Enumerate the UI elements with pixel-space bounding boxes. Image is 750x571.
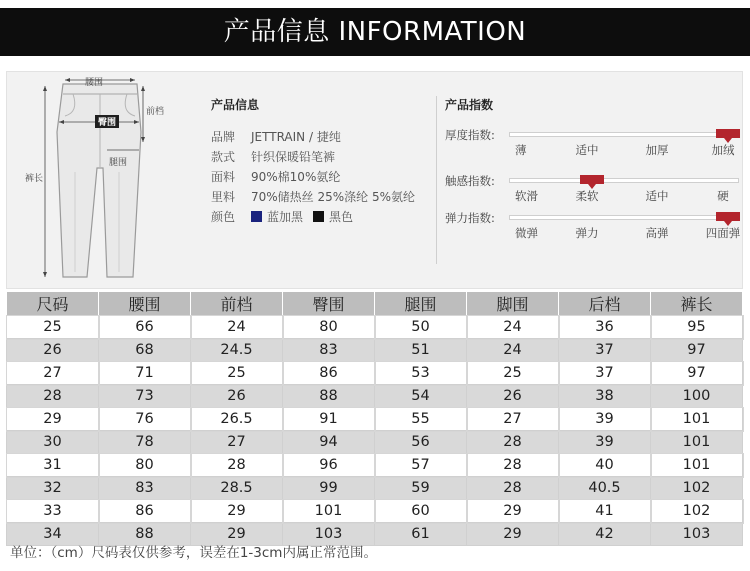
table-header-cell: 尺码 — [7, 292, 99, 316]
index-label: 触感指数: — [445, 174, 495, 188]
table-header-row — [7, 292, 743, 316]
table-row — [7, 500, 743, 523]
table-cell: 100 — [651, 385, 743, 408]
table-cell: 101 — [283, 500, 375, 523]
table-cell: 26 — [467, 385, 559, 408]
table-cell: 71 — [99, 362, 191, 385]
table-header-cell: 腿围 — [375, 292, 467, 316]
table-cell: 25 — [191, 362, 283, 385]
table-cell: 53 — [375, 362, 467, 385]
index-option: 加绒 — [711, 143, 735, 157]
table-cell: 61 — [375, 523, 467, 546]
table-cell: 103 — [651, 523, 743, 546]
table-cell: 29 — [191, 523, 283, 546]
index-option: 弹力 — [575, 226, 599, 240]
table-cell: 59 — [375, 477, 467, 500]
index-label: 弹力指数: — [445, 211, 495, 225]
index-track — [509, 132, 739, 137]
table-cell: 101 — [651, 454, 743, 477]
banner-title: 产品信息 INFORMATION — [0, 8, 750, 56]
index-label: 厚度指数: — [445, 128, 495, 142]
table-cell: 28 — [7, 385, 99, 408]
table-cell: 37 — [559, 362, 651, 385]
index-option: 微弹 — [515, 226, 538, 240]
table-cell: 29 — [191, 500, 283, 523]
table-cell: 97 — [651, 362, 743, 385]
table-cell: 26 — [7, 339, 99, 362]
front-rise-label: 前档 — [146, 107, 165, 117]
table-cell: 28 — [191, 454, 283, 477]
table-cell: 80 — [283, 316, 375, 339]
index-scale — [507, 225, 743, 241]
spec-title: 产品信息 — [211, 98, 260, 112]
spec-section — [211, 96, 431, 227]
table-cell: 95 — [651, 316, 743, 339]
pants-diagram — [15, 72, 201, 288]
table-cell: 101 — [651, 408, 743, 431]
table-cell: 54 — [375, 385, 467, 408]
table-header-cell: 前档 — [191, 292, 283, 316]
color-option — [251, 207, 303, 227]
color-option — [313, 207, 353, 227]
index-marker — [580, 175, 604, 184]
table-cell: 24 — [467, 339, 559, 362]
table-cell: 41 — [559, 500, 651, 523]
index-row — [445, 210, 741, 250]
index-row — [445, 127, 741, 167]
table-cell: 38 — [559, 385, 651, 408]
table-row — [7, 408, 743, 431]
spec-key: 面料 — [211, 170, 236, 184]
index-option: 适中 — [575, 143, 599, 157]
table-cell: 29 — [467, 523, 559, 546]
table-cell: 40 — [559, 454, 651, 477]
table-cell: 24.5 — [191, 339, 283, 362]
table-cell: 33 — [7, 500, 99, 523]
table-cell: 34 — [7, 523, 99, 546]
table-cell: 24 — [191, 316, 283, 339]
table-cell: 27 — [467, 408, 559, 431]
index-option: 柔软 — [575, 189, 599, 203]
size-footnote: 单位：（cm）尺码表仅供参考，误差在1-3cm内属正常范围。 — [10, 545, 377, 561]
size-table — [6, 291, 743, 546]
spec-key: 里料 — [211, 190, 236, 204]
index-option: 适中 — [645, 189, 669, 203]
spec-row-color — [211, 207, 431, 227]
index-scale — [507, 142, 743, 158]
spec-row-lining — [211, 187, 431, 207]
spec-key: 品牌 — [211, 130, 236, 144]
index-track — [509, 178, 739, 183]
table-cell: 27 — [191, 431, 283, 454]
table-cell: 91 — [283, 408, 375, 431]
waist-label: 腰围 — [85, 78, 104, 88]
table-cell: 76 — [99, 408, 191, 431]
spec-key: 款式 — [211, 150, 236, 164]
table-cell: 28 — [467, 454, 559, 477]
index-track — [509, 215, 739, 220]
index-option: 四面弹 — [705, 226, 741, 240]
table-cell: 26.5 — [191, 408, 283, 431]
index-section — [445, 96, 741, 240]
table-row — [7, 339, 743, 362]
table-header-cell: 臀围 — [283, 292, 375, 316]
table-cell: 83 — [283, 339, 375, 362]
table-cell: 101 — [651, 431, 743, 454]
spec-value: 70%储热丝 25%涤纶 5%氨纶 — [251, 190, 416, 204]
index-option: 薄 — [515, 143, 527, 157]
color-name: 黑色 — [329, 210, 354, 224]
index-marker — [716, 129, 740, 138]
table-cell: 103 — [283, 523, 375, 546]
index-row — [445, 173, 741, 213]
table-cell: 96 — [283, 454, 375, 477]
table-cell: 73 — [99, 385, 191, 408]
table-cell: 39 — [559, 431, 651, 454]
table-cell: 36 — [559, 316, 651, 339]
product-info-panel — [6, 71, 743, 289]
table-cell: 86 — [99, 500, 191, 523]
table-cell: 57 — [375, 454, 467, 477]
table-cell: 27 — [7, 362, 99, 385]
table-cell: 42 — [559, 523, 651, 546]
table-cell: 40.5 — [559, 477, 651, 500]
spec-key: 颜色 — [211, 210, 236, 224]
table-cell: 28 — [467, 477, 559, 500]
table-cell: 29 — [467, 500, 559, 523]
thigh-label: 腿围 — [109, 158, 128, 168]
spec-row-brand — [211, 127, 431, 147]
table-header-cell: 脚围 — [467, 292, 559, 316]
table-cell: 97 — [651, 339, 743, 362]
table-cell: 26 — [191, 385, 283, 408]
table-row — [7, 385, 743, 408]
table-cell: 56 — [375, 431, 467, 454]
length-label: 裤长 — [25, 174, 44, 184]
table-cell: 28 — [467, 431, 559, 454]
table-cell: 32 — [7, 477, 99, 500]
table-cell: 83 — [99, 477, 191, 500]
spec-value: 针织保暖铅笔裤 — [251, 150, 336, 164]
section-divider — [436, 96, 437, 264]
table-row — [7, 431, 743, 454]
table-cell: 39 — [559, 408, 651, 431]
table-cell: 94 — [283, 431, 375, 454]
table-row — [7, 316, 743, 339]
table-cell: 50 — [375, 316, 467, 339]
spec-value: 90%棉10%氨纶 — [251, 170, 341, 184]
table-cell: 68 — [99, 339, 191, 362]
table-cell: 88 — [283, 385, 375, 408]
color-name: 蓝加黑 — [267, 210, 304, 224]
table-cell: 66 — [99, 316, 191, 339]
table-header-cell: 裤长 — [651, 292, 743, 316]
table-cell: 102 — [651, 477, 743, 500]
table-header-cell: 腰围 — [99, 292, 191, 316]
index-option: 加厚 — [645, 143, 669, 157]
table-cell: 37 — [559, 339, 651, 362]
table-cell: 28.5 — [191, 477, 283, 500]
table-cell: 31 — [7, 454, 99, 477]
index-title: 产品指数 — [445, 98, 494, 112]
hip-label: 臀围 — [95, 115, 119, 128]
table-cell: 99 — [283, 477, 375, 500]
table-cell: 29 — [7, 408, 99, 431]
spec-row-style — [211, 147, 431, 167]
table-row — [7, 454, 743, 477]
index-marker — [716, 212, 740, 221]
table-cell: 51 — [375, 339, 467, 362]
table-row — [7, 477, 743, 500]
color-swatch — [313, 211, 324, 222]
color-swatch — [251, 211, 262, 222]
table-cell: 25 — [467, 362, 559, 385]
table-cell: 55 — [375, 408, 467, 431]
table-header-cell: 后档 — [559, 292, 651, 316]
table-cell: 60 — [375, 500, 467, 523]
table-cell: 88 — [99, 523, 191, 546]
spec-value: JETTRAIN / 捷纯 — [251, 130, 341, 144]
table-cell: 86 — [283, 362, 375, 385]
table-cell: 25 — [7, 316, 99, 339]
table-cell: 24 — [467, 316, 559, 339]
spec-row-fabric — [211, 167, 431, 187]
index-option: 高弹 — [645, 226, 669, 240]
table-cell: 102 — [651, 500, 743, 523]
table-cell: 80 — [99, 454, 191, 477]
table-row — [7, 362, 743, 385]
table-cell: 30 — [7, 431, 99, 454]
index-option: 软滑 — [515, 189, 538, 203]
index-scale — [507, 188, 743, 204]
table-cell: 78 — [99, 431, 191, 454]
index-option: 硬 — [717, 189, 729, 203]
